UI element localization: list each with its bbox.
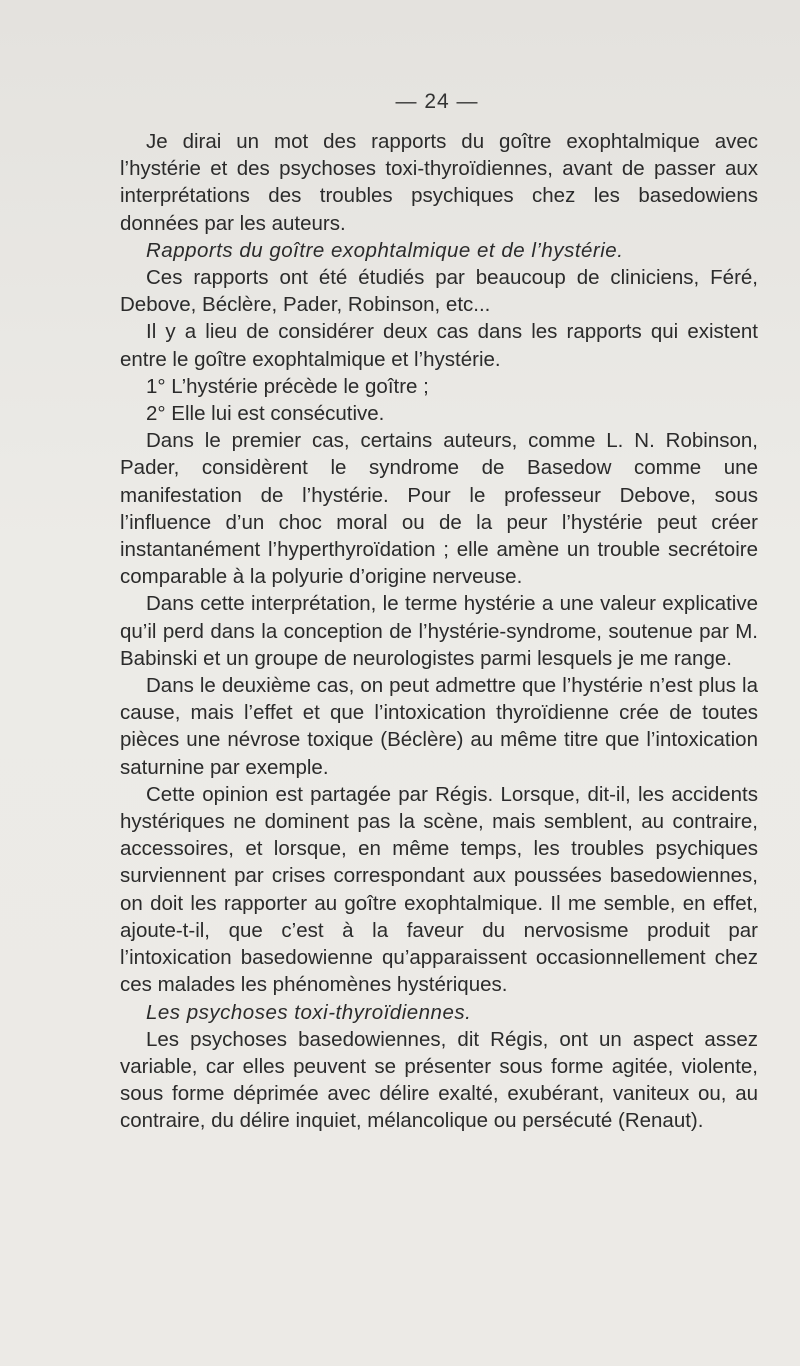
paragraph-two-cases: Il y a lieu de considérer deux cas dans les rapports qui existent entre le goître exophtalmique et l’hystérie. [120,320,758,371]
list-item-first-case: 1° L’hystérie précède le goître ; [146,374,429,398]
paragraph-intro: Je dirai un mot des rapports du goître exophtalmique avec l’hystérie et des psychoses toxi-thyroïdiennes, avant de passer aux interprétations des troubles psychiques chez les basedowiens données par les auteurs. [120,130,758,235]
section-heading-hysteria: Rapports du goître exophtalmique et de l’hystérie. [146,238,624,262]
paragraph-regis-opinion: Cette opinion est partagée par Régis. Lorsque, dit-il, les accidents hystériques ne dominent pas la scène, mais semblent, au contraire, accessoires, et lorsque, en même temps, les troubles psychiques surviennent par crises correspondant aux poussées basedowiennes, on doit les rapporter au goître exophtalmique. Il me semble, en effet, ajoute-t-il, que c’est à la faveur du nervosisme produit par l’intoxication basedowienne qu’apparaissent occasionnellement chez ces malades les phénomènes hystériques. [120,782,758,997]
paragraph-psychoses: Les psychoses basedowiennes, dit Régis, ont un aspect assez variable, car elles peuvent se présenter sous forme agitée, violente, sous forme déprimée avec délire exalté, exubérant, vaniteux ou, au contraire, du délire inquiet, mélancolique ou persécuté (Renaut). [120,1027,758,1133]
list-item-second-case: 2° Elle lui est consécutive. [146,402,385,426]
paragraph-second-case: Dans le deuxième cas, on peut admettre que l’hystérie n’est plus la cause, mais l’effet et que l’intoxication thyroïdienne crée de toutes pièces une névrose toxique (Béclère) au même titre que l’intoxication saturnine par exemple. [120,674,758,779]
paragraph-first-case: Dans le premier cas, certains auteurs, comme L. N. Robinson, Pader, considèrent le syndrome de Basedow comme une manifestation de l’hystérie. Pour le professeur Debove, sous l’influence d’un choc moral ou de la peur l’hystérie peut créer instantanément l’hyperthyroïdation ; elle amène un trouble secrétoire comparable à la polyurie d’origine nerveuse. [120,429,758,589]
section-heading-psychoses: Les psychoses toxi-thyroïdiennes. [146,1000,472,1024]
page-number: — 24 — [395,90,479,113]
paragraph-interpretation: Dans cette interprétation, le terme hystérie a une valeur explicative qu’il perd dans la conception de l’hystérie-syndrome, soutenue par M. Babinski et un groupe de neurologistes parmi lesquels je me range. [120,592,758,670]
body-text [120,128,758,1135]
paragraph-clinicians: Ces rapports ont été étudiés par beaucoup de cliniciens, Féré, Debove, Béclère, Pader, Robinson, etc... [120,266,758,317]
